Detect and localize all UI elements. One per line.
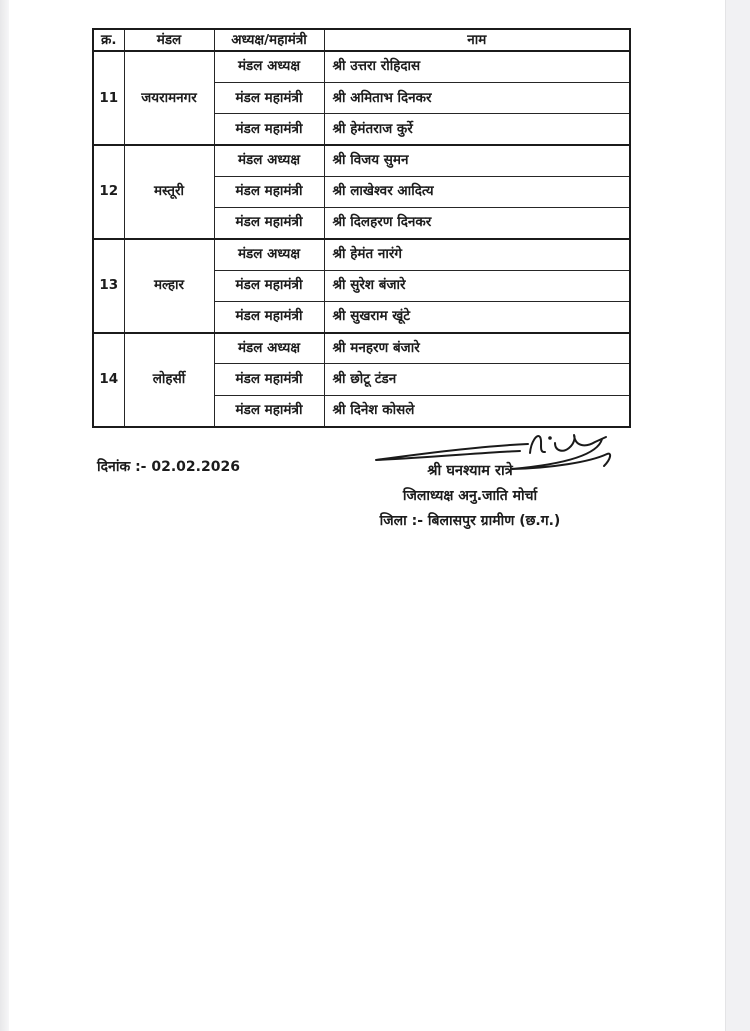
header-role: अध्यक्ष/महामंत्री	[214, 29, 324, 51]
mandal-cell: लोहर्सी	[124, 333, 214, 427]
role-cell: मंडल महामंत्री	[214, 364, 324, 395]
page-edge-shadow-left	[0, 0, 9, 1031]
table-row	[93, 239, 630, 270]
sno-cell: 14	[93, 333, 124, 427]
signatory-name: श्री घनश्याम रात्रे	[427, 463, 513, 479]
name-cell: श्री लाखेश्वर आदित्य	[324, 176, 630, 207]
name-cell: श्री दिलहरण दिनकर	[324, 207, 630, 238]
sno-cell: 13	[93, 239, 124, 333]
role-cell: मंडल महामंत्री	[214, 207, 324, 238]
name-cell: श्री विजय सुमन	[324, 145, 630, 176]
name-cell: श्री हेमंतराज कुर्रे	[324, 114, 630, 145]
mandal-cell: जयरामनगर	[124, 51, 214, 145]
header-name: नाम	[324, 29, 630, 51]
table-row	[93, 145, 630, 176]
name-cell: श्री दिनेश कोसले	[324, 395, 630, 426]
role-cell: मंडल महामंत्री	[214, 395, 324, 426]
signatory-block	[320, 460, 620, 530]
name-cell: श्री सुखराम खूंटे	[324, 301, 630, 332]
role-cell: मंडल अध्यक्ष	[214, 333, 324, 364]
table-row	[93, 51, 630, 82]
header-mandal: मंडल	[124, 29, 214, 51]
officials-table	[92, 28, 631, 428]
name-cell: श्री हेमंत नारंगे	[324, 239, 630, 270]
sno-cell: 12	[93, 145, 124, 239]
signatory-district: जिला :- बिलासपुर ग्रामीण (छ.ग.)	[379, 513, 561, 529]
name-cell: श्री सुरेश बंजारे	[324, 270, 630, 301]
role-cell: मंडल महामंत्री	[214, 114, 324, 145]
role-cell: मंडल महामंत्री	[214, 301, 324, 332]
role-cell: मंडल अध्यक्ष	[214, 51, 324, 82]
name-cell: श्री अमिताभ दिनकर	[324, 82, 630, 113]
table-row	[93, 333, 630, 364]
page-edge-shadow-right	[725, 0, 750, 1031]
mandal-cell: मस्तूरी	[124, 145, 214, 239]
role-cell: मंडल महामंत्री	[214, 82, 324, 113]
role-cell: मंडल अध्यक्ष	[214, 145, 324, 176]
name-cell: श्री मनहरण बंजारे	[324, 333, 630, 364]
date-label: दिनांक :- 02.02.2026	[97, 459, 240, 475]
role-cell: मंडल महामंत्री	[214, 176, 324, 207]
name-cell: श्री उत्तरा रोहिदास	[324, 51, 630, 82]
name-cell: श्री छोटू टंडन	[324, 364, 630, 395]
signatory-title: जिलाध्यक्ष अनु.जाति मोर्चा	[402, 488, 538, 504]
role-cell: मंडल अध्यक्ष	[214, 239, 324, 270]
table-header-row	[93, 29, 630, 51]
role-cell: मंडल महामंत्री	[214, 270, 324, 301]
sno-cell: 11	[93, 51, 124, 145]
mandal-cell: मल्हार	[124, 239, 214, 333]
header-sno: क्र.	[93, 29, 124, 51]
